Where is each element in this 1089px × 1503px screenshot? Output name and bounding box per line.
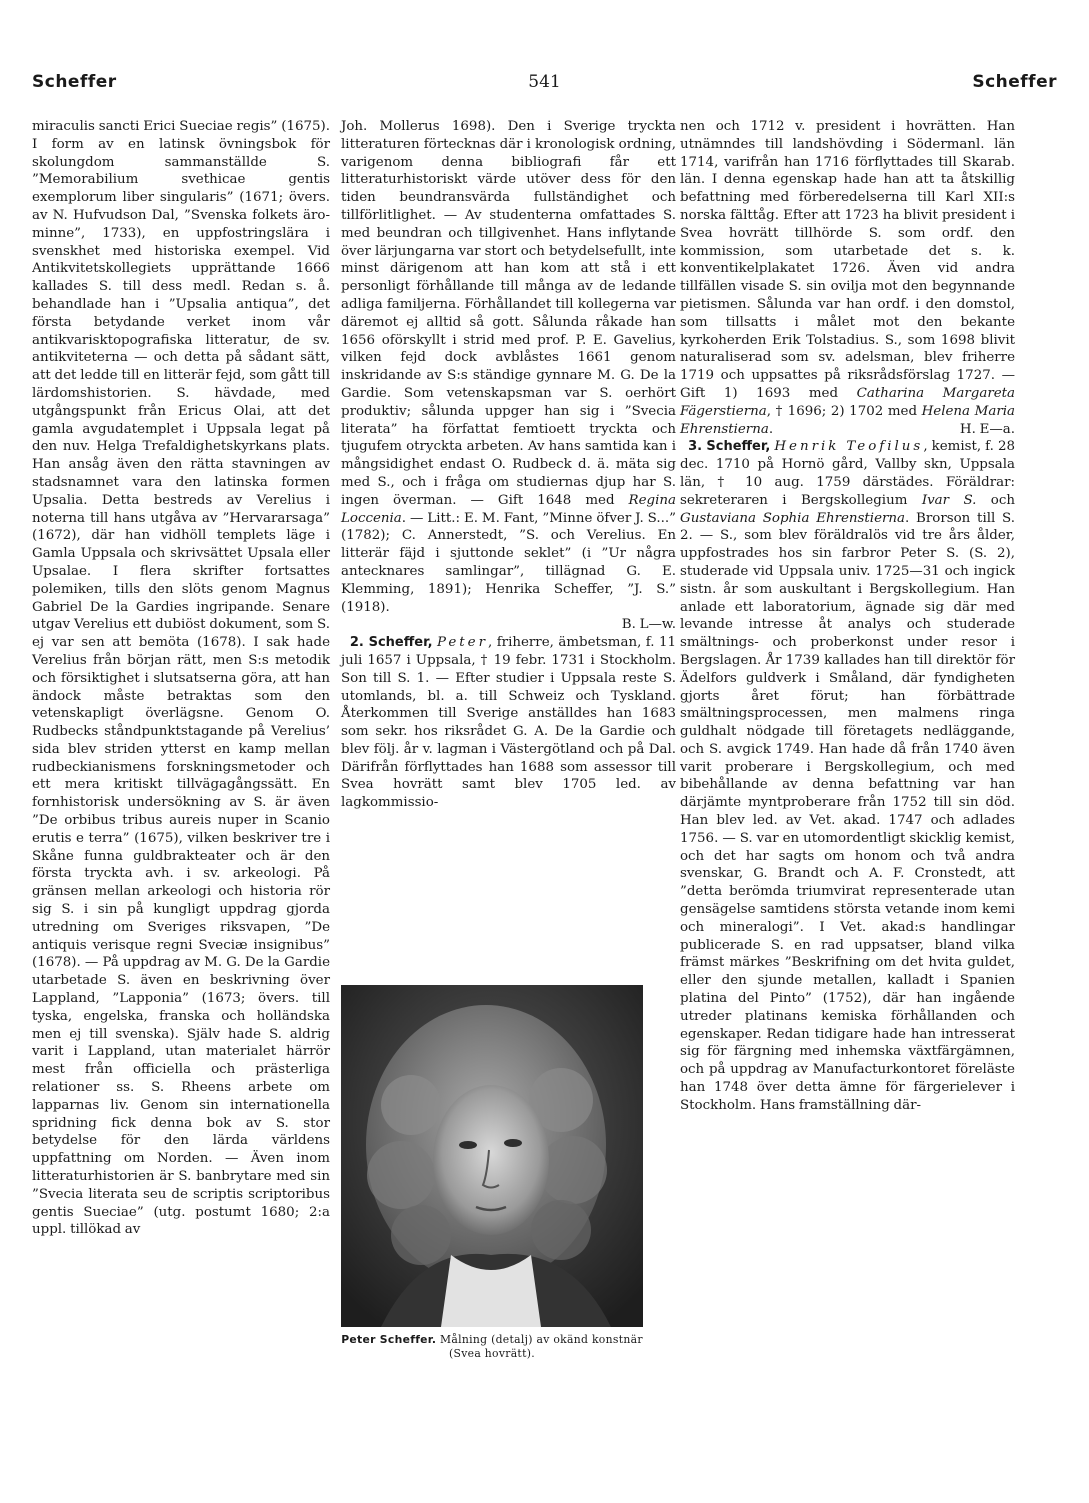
- text-run: . — Litt.: E. M. Fant, ”Minne öfver J. S...” (1782); C. Annerstedt, ”S. och Verelius. En litterär fäjd i sjuttonde seklet” (i ”Ur några antecknares samlingar”, tillägnad G. E. Klemming, 1891); Henrika Scheffer, ”J. S.” (1918).: [341, 510, 676, 615]
- text-run: , friherre, ämbetsman, f. 11 juli 1657 i Uppsala, † 19 febr. 1731 i Stockholm. Son till S. 1. — Efter studier i Uppsala reste S. utomlands, bl. a. till Schweiz och Tyskland. Återkommen till Sverige anställdes han 1683 som sekr. hos riksrådet G. A. De la Gardie och blev följ. år v. lagman i Västergötland och på Dal. Därifrån förflyttades han 1688 som assessor till Svea hovrätt samt blev 1705 led. av lagkommissio-: [341, 635, 676, 811]
- paragraph: [680, 118, 1015, 438]
- running-header: [32, 72, 1057, 102]
- portrait-caption: [341, 1333, 643, 1361]
- caption-text: Målning (detalj) av okänd konstnär (Svea hovrätt).: [436, 1333, 643, 1360]
- column-2: [341, 118, 676, 812]
- father-name: Ivar S.: [921, 492, 977, 508]
- entry-2: [341, 634, 676, 812]
- author-signature: B. L—w.: [621, 617, 676, 633]
- page-number: 541: [528, 72, 561, 92]
- text-run: nen och 1712 v. president i hovrätten. Han utnämndes till landshövding i Södermanl. län 1714, varifrån han 1716 förflyttades till Skarab. län. I denna egenskap hade han att ta åtskillig befattning med förberedelserna till Karl XII:s norska fälttåg. Efter att 1723 ha blivit president i Svea hovrätt tillhörde S. som ordf. den kommission, som utarbetade det s. k. konventikelplakatet 1726. Även vid andra tillfällen visade S. sin ovilja mot den begynnande pietismen. Sålunda var han ordf. i den domstol, som tillsatts i målet mot den bekante kyrkoherden Erik Tolstadius. S., som 1698 blivit naturaliserad som sv. adelsman, blev friherre 1719 och uppsattes på riksrådsförslag 1727. — Gift 1) 1693 med: [680, 119, 1015, 401]
- header-right-title: Scheffer: [972, 72, 1057, 92]
- text-run: , kemist, f. 28 dec. 1710 på Hornö gård, Vallby skn, Uppsala län, † 10 aug. 1759 därstädes. Föräldrar: sekreteraren i Bergskollegium: [680, 439, 1015, 508]
- text-run: Joh. Mollerus 1698). Den i Sverige tryckta litteraturen förtecknas där i kronologisk ordning, varigenom denna bibliografi får ett litteraturhistoriskt värde utöver dess för den tiden beundransvärda fullständighet och tillförlitlighet. — Av studenterna omfattades S. med beundran och tillgivenhet. Hans inflytande över lärjungarna var stort och betydelsefullt, inte minst därigenom att han kom att stå i ett personligt förhållande till många av de ledande adliga familjerna. Förhållandet till kollegerna var däremot ej alltid så gott. Sålunda råkade han 1656 oförskyllt i strid med prof. P. E. Gavelius, vilken fejd dock avblåstes 1661 genom inskridande av S:s ständige gynnare M. G. De la Gardie. Som vetenskapsman var S. oerhört produktiv; sålunda uppger han sig i ”Svecia literata” ha författat femtioett tryckta och tjugufem otryckta arbeten. Av hans samtida kan i mångsidighet endast O. Rudbeck d. ä. mäta sig med S., och i fråga om studiernas djup har S. ingen överman. — Gift 1648 med: [341, 119, 676, 508]
- text-run: och: [976, 492, 1015, 508]
- mother-name: Gustaviana Sophia Ehrenstierna: [680, 510, 906, 526]
- column-1: [32, 118, 330, 1239]
- caption-title: Peter Scheffer.: [341, 1333, 437, 1346]
- wife-name: Regina Loccenia: [341, 492, 676, 526]
- column-3: [680, 118, 1015, 1115]
- portrait-svg: [341, 985, 643, 1327]
- entry-number: 2. Scheffer,: [349, 635, 433, 651]
- paragraph: miraculis sancti Erici Sueciae regis” (1675). I form av en latinsk övningsbok för skolungdom sammanställde S. ”Memorabilium svethicae gentis exemplorum liber singularis” (1671; övers. av N. Hufvudson Dal, ”Svenska folkets äro-minne”, 1733), en uppfostringslära i svenskhet med historiska exempel. Vid Antikvitetskollegiets upprättande 1666 kallades S. till dess medl. Redan s. å. behandlade han i ”Upsalia antiqua”, det första betydande verket inom vår antikvarisktopografiska litteratur, de sv. antikviteterna — och detta på sådant sätt, att det ledde till en litterär fejd, som gått till lärdomshistorien. S. hävdade, med utgångspunkt från Ericus Olai, att det gamla avgudatemplet i Uppsala legat på den nuv. Helga Trefaldighetskyrkans plats. Han ansåg även den rätta stavningen av stadsnamnet vara den latinska formen Upsalia. Detta bestreds av Verelius i noterna till hans utgåva av ”Hervararsaga” (1672), där han vidhöll templets läge i Gamla Uppsala och skrivsättet Upsala eller Upsalae. I flera skrifter fortsattes polemiken, tills den slöts genom Magnus Gabriel De la Gardies ingripande. Senare utgav Verelius ett dubiöst dokument, som S. ej var sen att bemöta (1678). I sak hade Verelius från början rätt, men S:s metodik och försiktighet i slutsatserna göra, att han ändock måste betraktas som den vetenskapligt överlägsne. Genom O. Rudbecks ståndpunktstagande på Verelius’ sida blev striden ytterst en kamp mellan rudbeckianismens forskningsmetoder och ett mera kritiskt tillvägagångssätt. En fornhistorisk undersökning av S. är även ”De orbibus tribus aureis nuper in Scanio erutis e terra” (1675), vilken beskriver tre i Skåne funna guldbrakteater och är den första tryckta avh. i sv. arkeologi. På gränsen mellan arkeologi och historia rör sig S. i sin på kungligt uppdrag gjorda utredning om Sveriges riksvapen, ”De antiquis verisque regni Sveciæ insignibus” (1678). — På uppdrag av M. G. De la Gardie utarbetade S. även en beskrivning över Lappland, ”Lapponia” (1673; övers. till tyska, engelska, franska och holländska men ej till svenska). Själv hade S. aldrig varit i Lappland, utan materialet härrör mest från officiella och prästerliga relationer ss. S. Rheens arbete om lapparnas liv. Genom sin internationella spridning fick denna bok av S. stor betydelse för den lärda världens uppfattning om Norden. — Även inom litteraturhistorien är S. banbrytare med sin ”Svecia literata seu de scriptis scriptoribus gentis Sueciae” (utg. postumt 1680; 2:a uppl. tillökad av: [32, 119, 330, 1238]
- wife-name: Catharina Margareta Fägerstierna: [680, 385, 1016, 419]
- entry-name: Peter: [436, 635, 489, 651]
- text-run: , † 1696; 2) 1702 med: [766, 403, 922, 419]
- paragraph: [341, 118, 676, 616]
- portrait-image: [341, 985, 643, 1327]
- wife-name: Helena Maria Ehrenstierna: [680, 403, 1015, 437]
- entry-name: Henrik Teofilus: [774, 439, 924, 455]
- text-run: . Brorson till S. 2. — S., som blev föräldralös vid tre års ålder, uppfostrades hos sin farbror Peter S. (S. 2), studerade vid Uppsala univ. 1725—31 och ingick sistn. år som auskultant i Bergskollegium. Han anlade ett laboratorium, ägnade sig där med levande intresse åt analys och studerade smältnings- och proberkonst under resor i Bergslagen. År 1739 kallades han till direktör för Ädelfors guldverk i Småland, där fyndigheten gjorts året förut; han förbättrade smältningsprocessen, men malmens ringa guldhalt nödgade till företagets nedläggande, och S. avgick 1749. Han hade då från 1740 även varit proberare i Bergskollegium, och med bibehållande av denna befattning var han därjämte myntproberare från 1752 till sin död. Han blev led. av Vet. akad. 1747 och adlades 1756. — S. var en utomordentligt skicklig kemist, och det har sagts om honom och två andra svenskar, G. Brandt och A. F. Cronstedt, att ”detta berömda triumvirat representerade utan gensägelse samtidens största vetande inom kemi och mineralogi”. I Vet. akad:s handlingar publicerade S. en rad uppsatser, bland vilka främst märkes ”Beskrifning om det hvita guldet, eller den sjunde metallen, kalladt i Spanien platina del Pinto” (1752), där han ingående utreder platinans kemiska förhållanden och egenskaper. Redan tidigare hade han intresserat sig för färgning med inhemska växtfärgämnen, och på uppdrag av Manufacturkontoret föreläste han 1748 över detta ämne för färgerielever i Stockholm. Hans framställning där-: [680, 510, 1015, 1113]
- author-signature: H. E—a.: [959, 421, 1015, 437]
- header-left-title: Scheffer: [32, 72, 117, 92]
- entry-number: 3. Scheffer,: [688, 439, 771, 455]
- text-run: .: [768, 421, 774, 437]
- entry-3: [680, 438, 1015, 1114]
